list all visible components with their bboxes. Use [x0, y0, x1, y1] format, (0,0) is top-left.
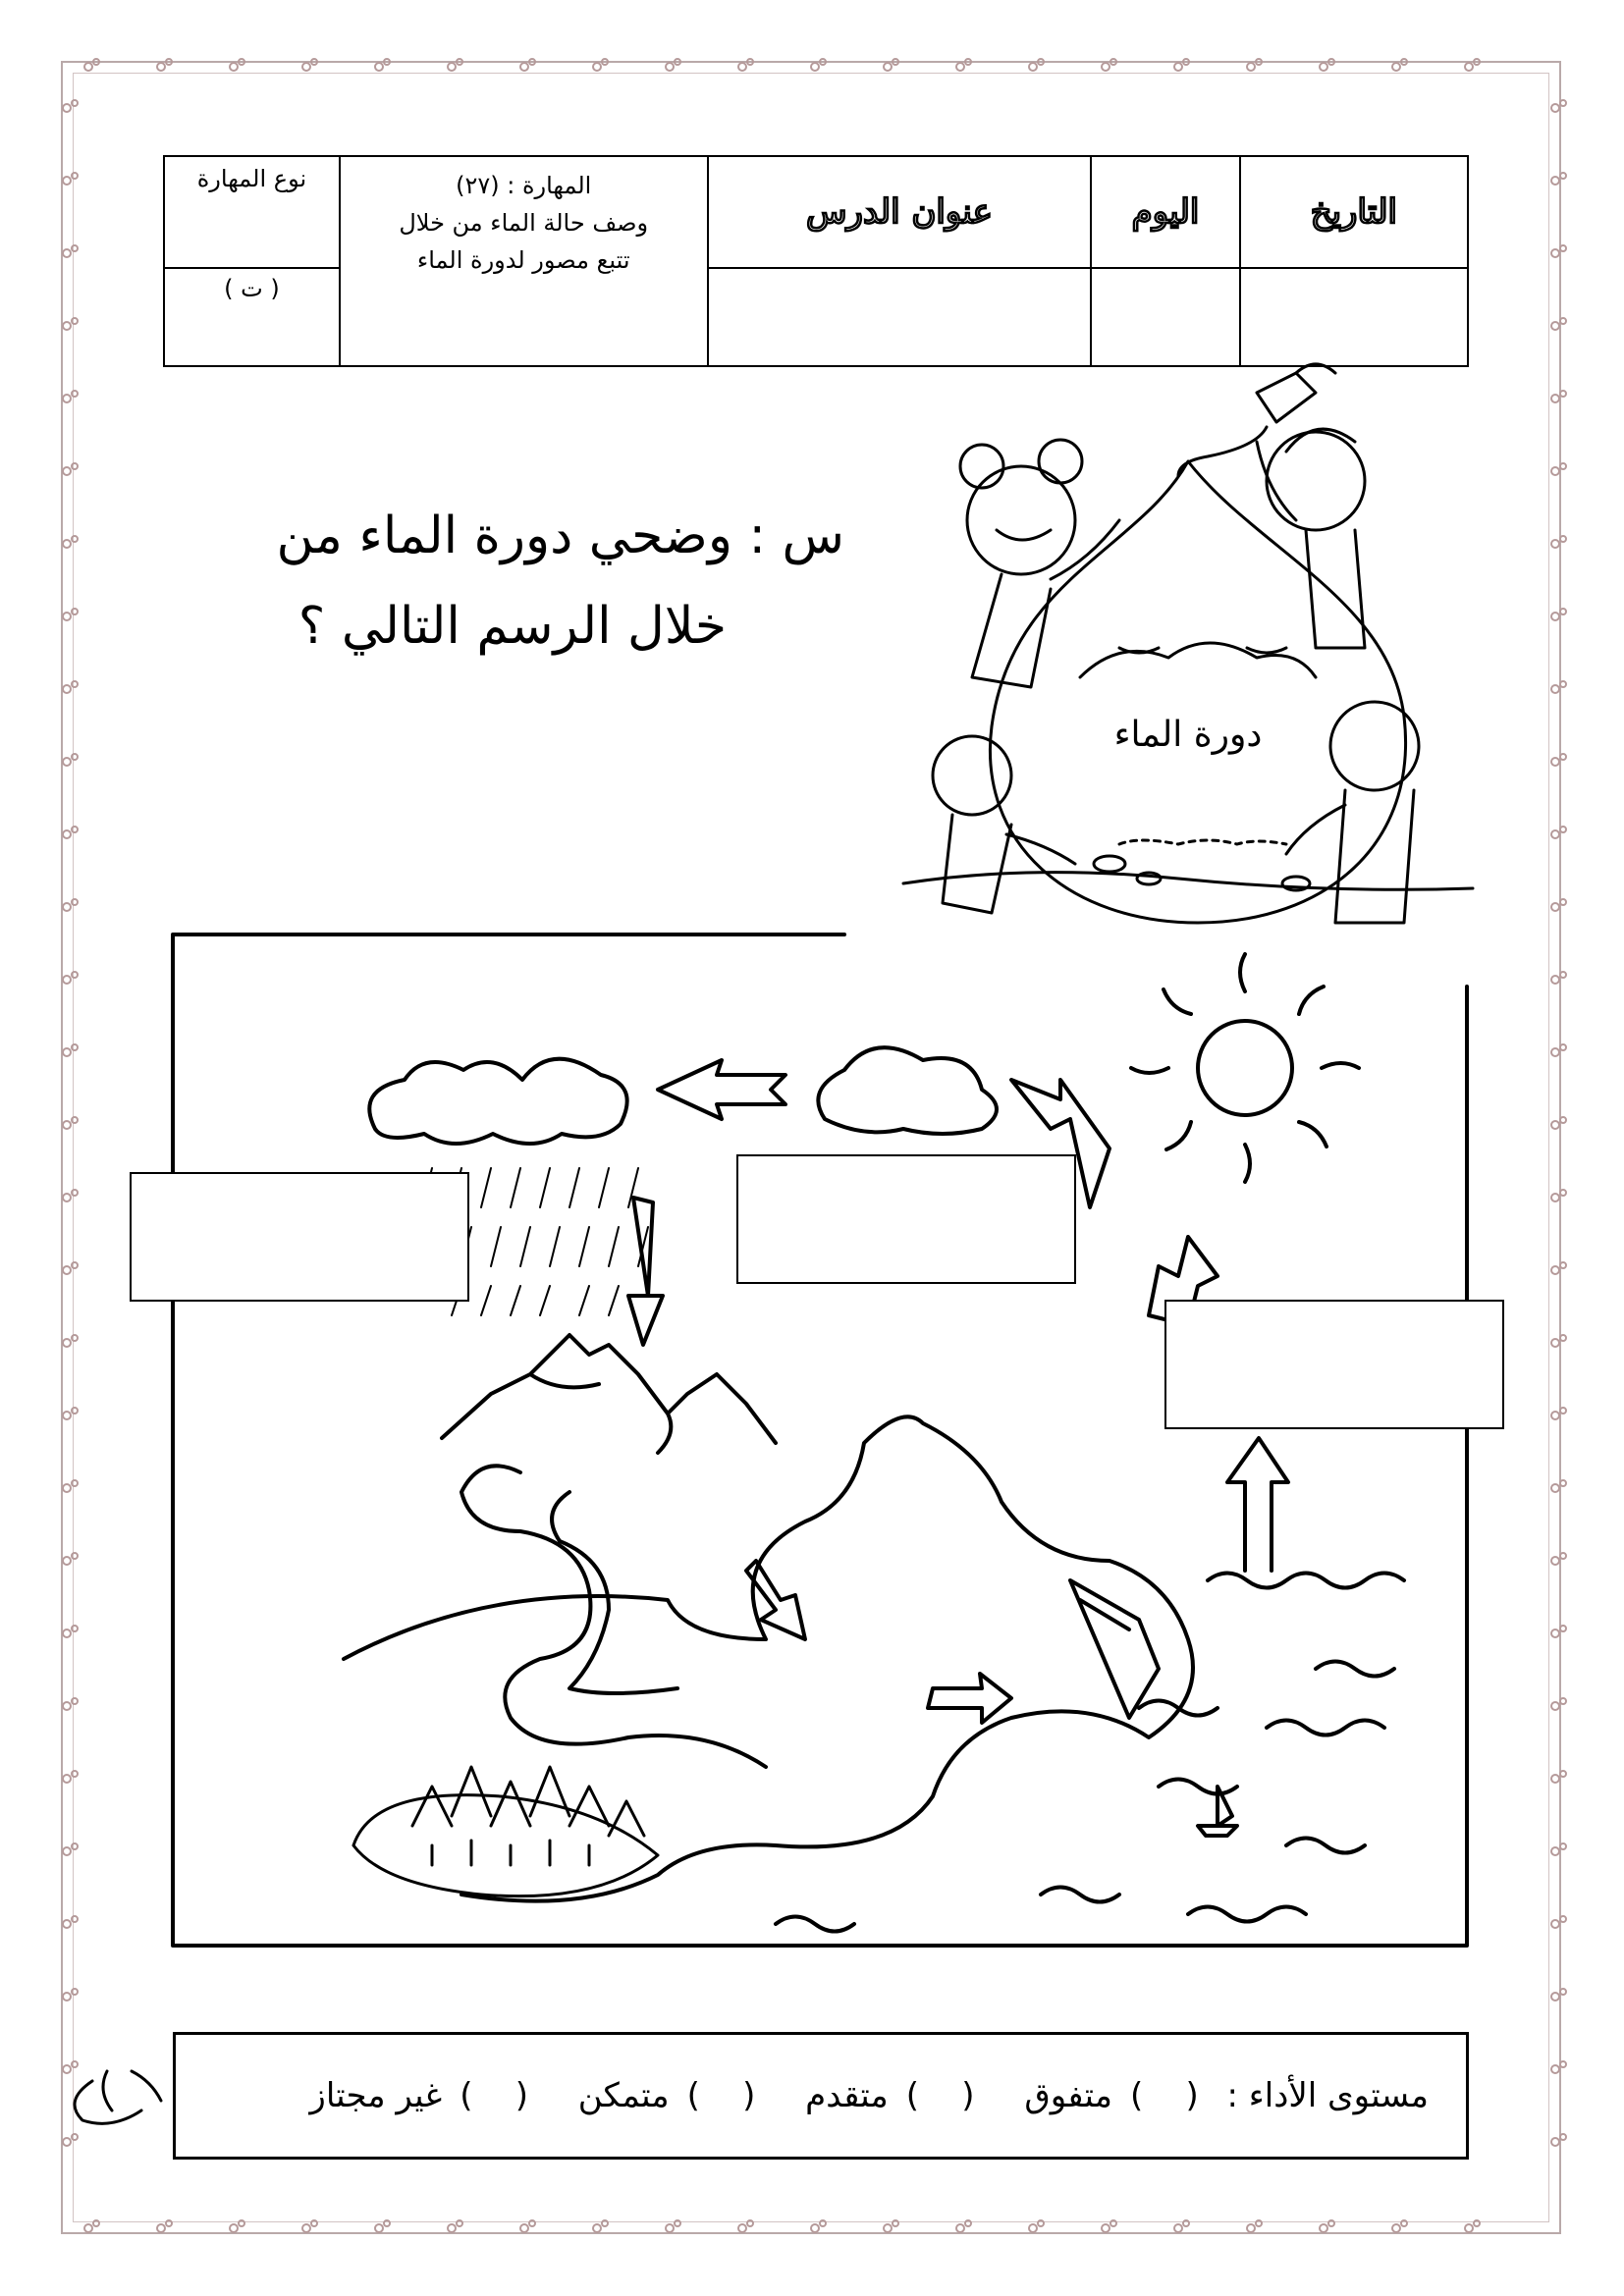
arrow-left — [658, 1060, 785, 1119]
skill-type-header: نوع المهارة — [164, 156, 340, 268]
performance-level-box — [173, 2032, 1469, 2160]
diagram-frame — [173, 934, 1467, 1946]
skill-desc-1: وصف حالة الماء من خلال — [399, 209, 649, 237]
arrow-down — [628, 1198, 663, 1345]
skill-type-value: ( ت ) — [164, 268, 340, 366]
mountains — [442, 1335, 776, 1453]
checkbox-proficient[interactable]: ( ) — [686, 2076, 756, 2115]
forest — [353, 1767, 658, 1896]
cloud-icon — [369, 1059, 626, 1144]
question-line-1: س : وضحي دورة الماء من — [276, 507, 844, 565]
performance-level-row — [309, 2035, 1429, 2157]
lesson-title-header: عنوان الدرس — [708, 156, 1092, 268]
boat-icon — [1198, 1787, 1237, 1836]
land — [344, 1416, 1193, 1900]
checkbox-excellent[interactable]: ( ) — [1129, 2076, 1199, 2115]
question-line-2: خلال الرسم التالي ؟ — [298, 597, 727, 656]
sun-icon — [1131, 954, 1359, 1182]
river — [461, 1466, 766, 1767]
level-excellent: متفوق — [1024, 2076, 1112, 2115]
label-box-condensation[interactable] — [130, 1172, 469, 1302]
level-advanced: متقدم — [805, 2076, 889, 2115]
skill-number: المهارة : (٢٧) — [456, 172, 592, 199]
arrow-up — [1227, 1438, 1288, 1571]
performance-label: مستوى الأداء : — [1226, 2076, 1429, 2115]
arrow-runoff-2 — [928, 1674, 1011, 1723]
skill-desc-2: تتبع مصور لدورة الماء — [416, 246, 630, 274]
date-header: التاريخ — [1240, 156, 1468, 268]
checkbox-not-passed[interactable]: ( ) — [460, 2076, 528, 2115]
checkbox-advanced[interactable]: ( ) — [905, 2076, 975, 2115]
label-box-precipitation[interactable] — [1164, 1300, 1504, 1429]
cloud-icon-2 — [818, 1047, 997, 1134]
level-proficient: متمكن — [577, 2076, 670, 2115]
handwritten-mark — [63, 2052, 171, 2140]
level-not-passed: غير مجتاز — [309, 2076, 443, 2115]
water-cycle-badge: دورة الماء — [1113, 715, 1263, 755]
day-header: اليوم — [1091, 156, 1239, 268]
label-box-evaporation[interactable] — [736, 1154, 1076, 1284]
